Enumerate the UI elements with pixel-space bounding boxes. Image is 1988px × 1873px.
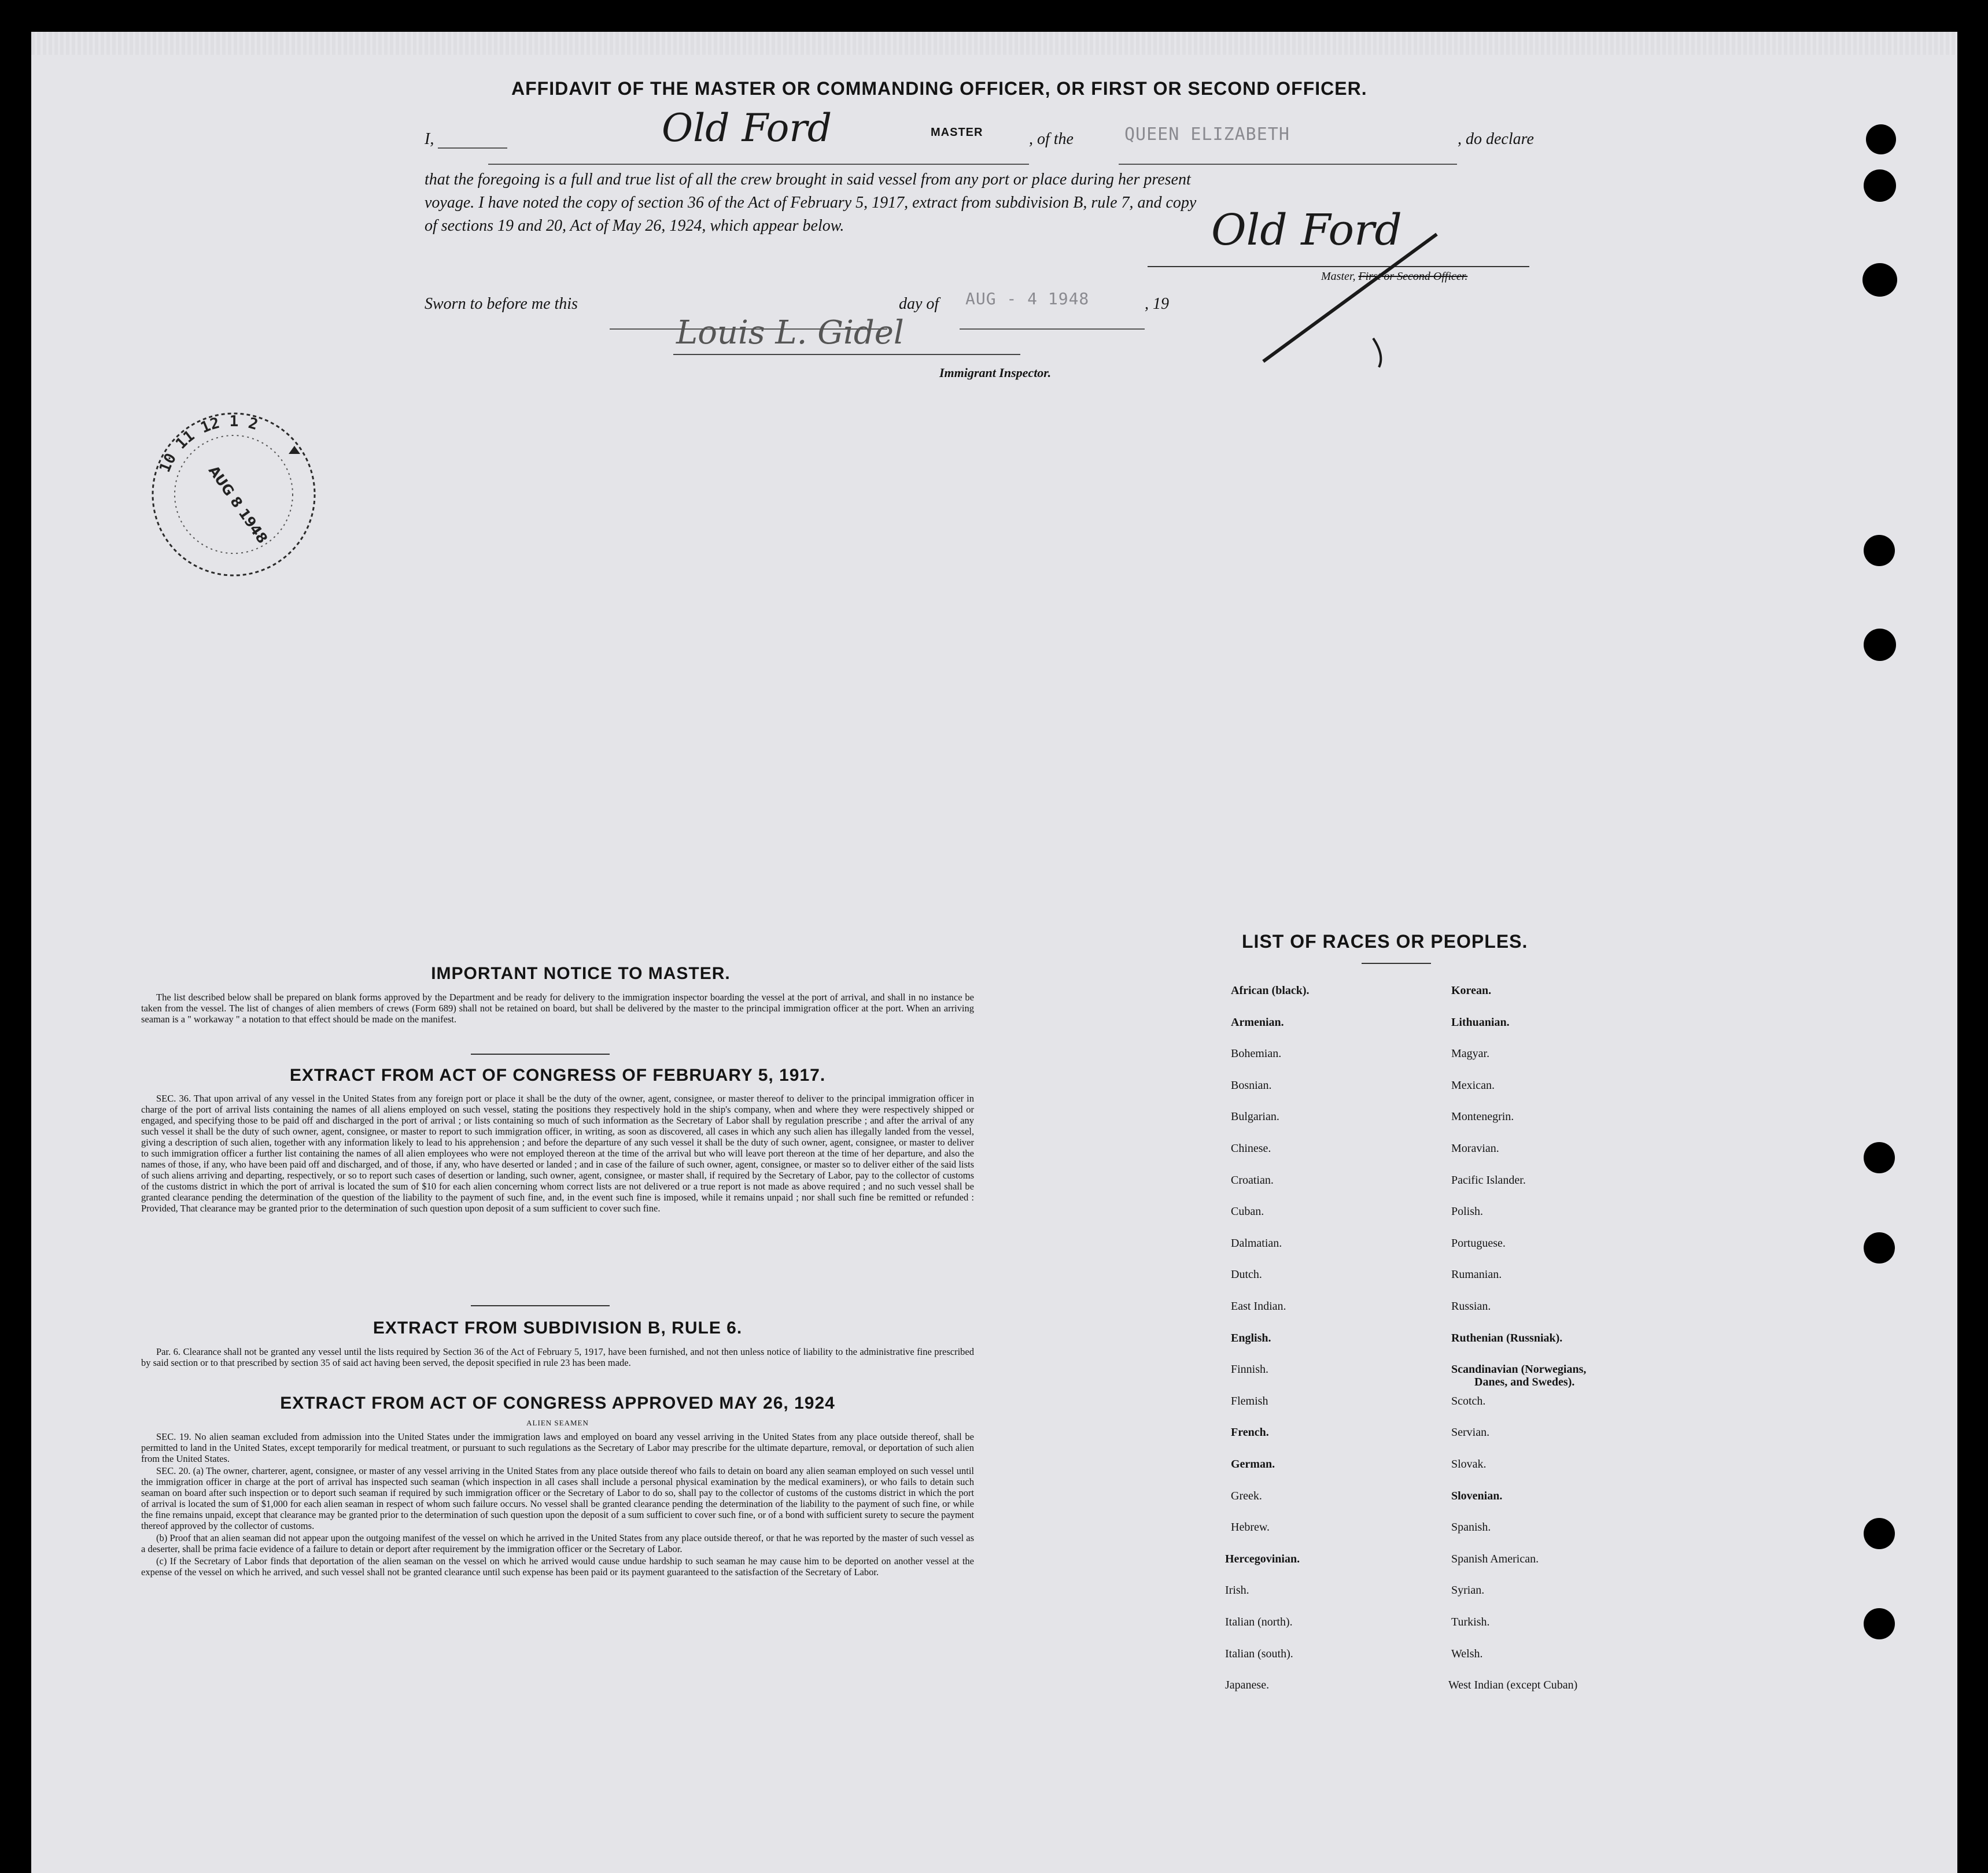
race-item: Polish. [1451,1205,1484,1218]
inspector-label: Immigrant Inspector. [939,365,1052,380]
divider [471,1054,610,1055]
extract-1917-title: EXTRACT FROM ACT OF CONGRESS OF FEBRUARY 5, 1917. [289,1066,826,1085]
signature-slash-mark [1246,223,1454,373]
race-item: Magyar. [1451,1047,1490,1060]
race-item: Finnish. [1231,1363,1269,1376]
punch-hole [1864,1232,1895,1264]
race-item: Italian (north). [1225,1616,1293,1628]
race-item: Syrian. [1451,1584,1485,1597]
vessel-name-stamp: QUEEN ELIZABETH [1124,124,1290,145]
punch-hole [1864,1608,1895,1639]
race-item: West Indian (except Cuban) [1448,1679,1578,1691]
punch-hole [1866,124,1896,154]
races-title: LIST OF RACES OR PEOPLES. [1242,931,1528,952]
section-36-paragraph: SEC. 36. That upon arrival of any vessel in the United States from any foreign port or place it shall be the duty of the owner, agent, consignee, or master thereof to deliver to the principal immigration officer in charge of the port of arrival lists containing the names of all aliens employed on such vessel, stating the positions they respectively hold in the ship's company, when and where they were respectively shipped or engaged, and specifying those to be paid off and discharged in the port of arrival ; or lists containing so much of such information as the Secretary of Labor shall by regulation prescribe ; and after the arrival of any such vessel it shall be the duty of such owner, agent, consignee, or master to report to such immigration officer, in writing, as soon as discovered, all cases in which any such alien has illegally landed from the vessel, giving a description of such alien, together with any information likely to lead to his apprehension ; and before the departure of any such vessel it shall be the duty of such owner, agent, consignee, or master to deliver to such immigration officer a further list containing the names of all alien employees who were not employed thereon at the time of the arrival but who will leave port thereon at the time of her departure, and also the names of those, if any, who have been paid off and discharged, and of those, if any, who have deserted or landed ; and in case of the failure of such owner, agent, consignee, or master so to deliver either of the said lists of such aliens arriving and departing, respectively, or so to report such cases of desertion or landing, such owner, agent, consignee, or master shall, if required by the Secretary of Labor, pay to the collector of customs of the customs district in which the port of arrival is located the sum of $10 for each alien concerning whom correct lists are not delivered or a true report is not made as above required ; and no such vessel shall be granted clearance pending the determination of the question of the liability to the payment of such fine, and, in the event such fine is imposed, while it remains unpaid ; nor shall such fine be remitted or refunded : Provided, That clearance may be granted prior to the determination of such question upon deposit of a sum sufficient to cover such fine. [141,1093,974,1214]
race-item: Welsh. [1451,1647,1483,1660]
race-item: Montenegrin. [1451,1110,1514,1123]
punch-hole [1864,1518,1895,1549]
race-item: Mexican. [1451,1079,1495,1092]
extract-1917-text [141,1093,974,1215]
race-item: English. [1231,1332,1271,1344]
inspector-signature: Louis L. Gidel [676,314,904,352]
race-item: Rumanian. [1451,1268,1502,1281]
struck-officer-caption: First or Second Officer. [1358,270,1468,283]
race-item: Bosnian. [1231,1079,1272,1092]
race-item: Slovak. [1451,1458,1487,1471]
section-19-paragraph: SEC. 19. No alien seaman excluded from admission into the United States under the immigration laws and employed on board any vessel arriving in the United States from any place outside thereof, shall be permitted to land in the United States, except temporarily for medical treatment, or pursuant to such regulations as the Secretary of Labor may prescribe for the ultimate departure, removal, or deportation of such alien from the United States. [141,1431,974,1464]
race-item: Russian. [1451,1300,1491,1313]
affidavit-line-2: that the foregoing is a full and true list of all the crew brought in said vessel from any port or place during her present [425,171,1191,189]
svg-text:10 11 12 1 2 [156,413,260,475]
alien-seamen-subtitle: ALIEN SEAMEN [526,1418,589,1427]
name-fill-line [488,164,1029,165]
notice-paragraph: The list described below shall be prepared on blank forms approved by the Department and be ready for delivery to the immigration inspector boarding the vessel at the port of arrival, and shall in no instance be taken from the vessel. The list of changes of alien members of crews (Form 689) shall not be retained on board, but shall be delivered by the master to the principal immigration officer at the port. When an arriving seaman is a " workaway " a notation to that effect should be made on the manifest. [141,992,974,1025]
punch-hole [1864,169,1896,202]
race-item: Turkish. [1451,1616,1490,1628]
rule-6-paragraph: Par. 6. Clearance shall not be granted any vessel until the lists required by Section 36 of the Act of February 5, 1917, have been furnished, and not then unless notice of liability to the administrative fine prescribed by said section or to that prescribed by section 35 of said act having been served, the deposit specified in rule 23 has been made. [141,1346,974,1368]
race-item: Dalmatian. [1231,1237,1282,1250]
master-label: MASTER [931,126,983,139]
punch-hole [1864,629,1896,661]
punch-hole [1862,263,1897,297]
race-item: Armenian. [1231,1016,1284,1029]
vessel-fill-line [1119,164,1457,165]
date-fill-line [960,328,1145,330]
race-item: Bulgarian. [1231,1110,1279,1123]
race-item: Irish. [1225,1584,1249,1597]
affidavit-line-3: voyage. I have noted the copy of section 36 of the Act of February 5, 1917, extract from subdivision B, rule 7, and copy [425,194,1197,212]
race-item: Lithuanian. [1451,1016,1510,1029]
race-item: French. [1231,1426,1269,1439]
section-20a-paragraph: SEC. 20. (a) The owner, charterer, agent, consignee, or master of any vessel arriving in the United States from any place outside thereof who fails to detain on board any alien seaman employed on such vessel until the immigration officer in charge at the port of arrival has inspected such seaman (which inspection in all cases shall include a personal physical examination by the medical examiners), or who fails to detain such seaman on board after such inspection or to deport such seaman if required by such immigration officer or the Secretary of Labor to do so, shall pay to the collector of customs of the customs district in which the port of arrival is located the sum of $1,000 for each alien seaman in respect of whom such failure occurs. No vessel shall be granted clearance pending the determination of the liability to the payment of such fine, or while the fine remains unpaid, except that clearance may be granted prior to the determination of such question upon the deposit of a sum sufficient to cover such fine, or of a bond with sufficient surety to secure the payment thereof approved by the collector of customs. [141,1465,974,1531]
race-item: Korean. [1451,984,1492,997]
year-prefix: , 19 [1145,295,1169,313]
race-item: Dutch. [1231,1268,1262,1281]
notice-text [141,992,974,1026]
race-item: Chinese. [1231,1142,1271,1155]
race-item: Hercegovinian. [1225,1553,1300,1565]
section-20c-paragraph: (c) If the Secretary of Labor finds that deportation of the alien seaman on the vessel on which he arrived would cause undue hardship to such seaman he may cause him to be deported on another vessel at the expense of the vessel on which he arrived, and such vessel shall not be granted clearance until such expense has been paid or its payment guaranteed to the satisfaction of the Secretary of Labor. [141,1556,974,1578]
subdivision-text [141,1346,974,1369]
date-stamp: AUG - 4 1948 [965,289,1090,308]
race-item: Pacific Islander. [1451,1174,1526,1187]
do-declare-label: , do declare [1458,130,1534,148]
of-the-label: , of the [1029,130,1074,148]
race-item: Croatian. [1231,1174,1274,1187]
race-item: Bohemian. [1231,1047,1282,1060]
race-item: Spanish. [1451,1521,1491,1534]
race-item: Cuban. [1231,1205,1264,1218]
race-item: East Indian. [1231,1300,1286,1313]
race-item: Moravian. [1451,1142,1499,1155]
extract-1924-title: EXTRACT FROM ACT OF CONGRESS APPROVED MAY 26, 1924 [280,1394,835,1413]
race-item: Hebrew. [1231,1521,1270,1534]
race-item: Ruthenian (Russniak). [1451,1332,1563,1344]
punch-hole [1864,535,1895,566]
postmark-date: AUG 8 1948 [205,463,271,546]
master-signature: Old Ford [662,106,832,150]
race-item: Italian (south). [1225,1647,1293,1660]
affidavit-line-4: of sections 19 and 20, Act of May 26, 1924, which appear below. [425,217,844,235]
section-20b-paragraph: (b) Proof that an alien seaman did not appear upon the outgoing manifest of the vessel on which he arrived in the United States from any place outside thereof, or that he was reported by the master of such vessel as a deserter, shall be prima facie evidence of a failure to detain or deport after requirement by the immigration officer or the Secretary of Labor. [141,1532,974,1554]
inspector-signature-line [673,354,1020,355]
master-caption: Master, [1321,270,1356,283]
i-label: I, [425,130,434,148]
races-title-underline [1362,963,1431,964]
race-item: Servian. [1451,1426,1490,1439]
sworn-label: Sworn to before me this [425,295,578,313]
race-item: Japanese. [1225,1679,1270,1691]
race-item: Portuguese. [1451,1237,1506,1250]
race-item: Slovenian. [1451,1490,1503,1502]
page-edge-strip [31,32,1957,55]
divider [471,1305,610,1306]
second-master-signature: Old Ford [1211,205,1402,255]
punch-hole [1864,1142,1895,1173]
day-of-label: day of [899,295,939,313]
race-item: Scotch. [1451,1395,1486,1407]
subdivision-title: EXTRACT FROM SUBDIVISION B, RULE 6. [372,1318,743,1338]
notice-title: IMPORTANT NOTICE TO MASTER. [431,964,731,983]
extract-1924-text [141,1431,974,1579]
race-item: Greek. [1231,1490,1262,1502]
affidavit-title: AFFIDAVIT OF THE MASTER OR COMMANDING OFFICER, OR FIRST OR SECOND OFFICER. [511,78,1367,99]
race-item: Spanish American. [1451,1553,1539,1565]
race-item: African (black). [1231,984,1310,997]
race-item: German. [1231,1458,1275,1471]
race-item-continuation: Danes, and Swedes). [1474,1376,1575,1388]
document-page [31,32,1957,1873]
race-item: Flemish [1231,1395,1268,1407]
postmark-ring-numbers: 10 11 12 1 2 [156,412,260,475]
postmark-stamp [141,402,326,587]
race-item: Scandinavian (Norwegians, [1451,1363,1587,1376]
